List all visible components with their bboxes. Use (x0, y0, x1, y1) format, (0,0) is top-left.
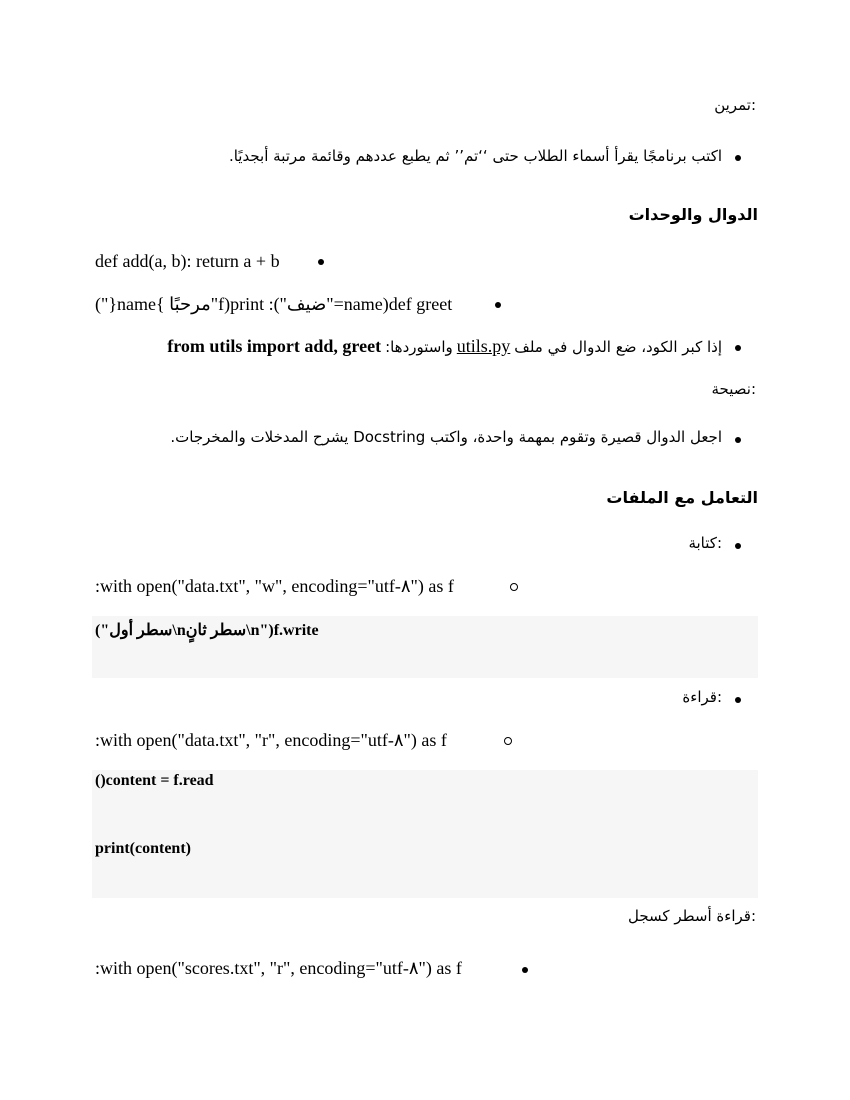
code-add: def add(a, b): return a + b (95, 251, 280, 271)
log-open-code: :with open("scores.txt", "r", encoding="utf-٨") as f (95, 958, 462, 978)
bullet-icon (522, 967, 528, 973)
hollow-bullet-icon (510, 583, 518, 591)
tip-code: from utils import add, greet (167, 336, 382, 356)
functions-heading: الدوال والوحدات (628, 205, 758, 224)
read-code-block (92, 770, 758, 898)
bullet-icon (735, 697, 741, 703)
advice-item: اجعل الدوال قصيرة وتقوم بمهمة واحدة، واكتب Docstring يشرح المدخلات والمخرجات. (170, 428, 722, 446)
advice-label: نصيحة: (711, 380, 756, 398)
bullet-icon (735, 543, 741, 549)
exercise-item: اكتب برنامجًا يقرأ أسماء الطلاب حتى ‘‘تم’’ ثم يطبع عددهم وقائمة مرتبة أبجديًا. (228, 147, 722, 165)
files-heading: التعامل مع الملفات (606, 488, 758, 507)
tip-line (167, 336, 722, 357)
read-open-code: :with open("data.txt", "r", encoding="utf-٨") as f (95, 730, 447, 750)
bullet-icon (735, 345, 741, 351)
read-code-line-2: print(content) (95, 840, 191, 857)
read-code-line-1: ()content = f.read (95, 772, 214, 789)
tip-text-after: واستوردها: (385, 338, 453, 356)
hollow-bullet-icon (504, 737, 512, 745)
write-open-code: :with open("data.txt", "w", encoding="utf-٨") as f (95, 576, 454, 596)
bullet-icon (495, 302, 501, 308)
bullet-icon (735, 437, 741, 443)
write-code-block (92, 616, 758, 678)
bullet-icon (318, 259, 324, 265)
code-greet: ("}name{ مرحبًا"f)print :("ضيف"=name)def greet (95, 294, 453, 314)
bullet-icon (735, 155, 741, 161)
write-code-line: ("سطر أول\nسطر ثانٍ\n")f.write (95, 622, 319, 639)
exercise-label: تمرين: (714, 96, 756, 114)
log-label: قراءة أسطر كسجل: (627, 907, 756, 925)
tip-text-before: إذا كبر الكود، ضع الدوال في ملف (514, 338, 722, 356)
write-label: كتابة: (688, 534, 722, 552)
read-label: قراءة: (682, 688, 722, 706)
utils-link[interactable]: utils.py (456, 336, 511, 356)
